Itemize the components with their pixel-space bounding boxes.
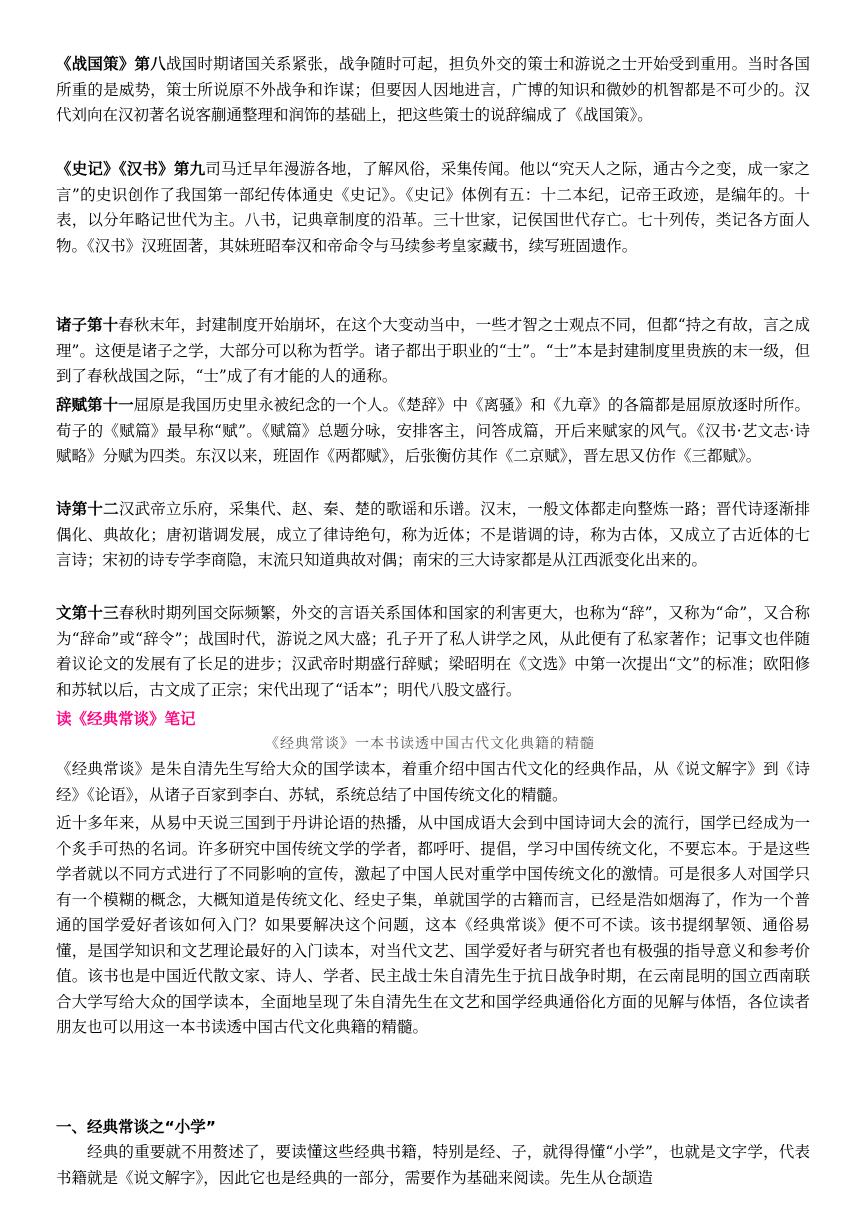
section-one-heading: 一、经典常谈之“小学”	[56, 1118, 216, 1136]
notes-title: 读《经典常谈》笔记	[56, 710, 196, 728]
section-title: 诗第十二	[56, 500, 119, 518]
section-body: 春秋末年，封建制度开始崩坏，在这个大变动当中，一些才智之士观点不同，但都“持之有故，言之成理”。这便是诸子之学，大部分可以称为哲学。诸子都出于职业的“士”。“士”本是封建制度里贵族的末一级，但到了春秋战国之际，“士”成了有才能的人的通称。	[56, 316, 810, 385]
section-shiji-hanshu	[56, 157, 810, 259]
section-title: 《战国策》第八	[56, 55, 166, 73]
section-body: 春秋时期列国交际频繁，外交的言语关系国体和国家的利害更大，也称为“辞”，又称为“命”，又合称为“辞命”或“辞令”；战国时代，游说之风大盛；孔子开了私人讲学之风，从此便有了私家著作；记事文也伴随着议论文的发展有了长足的进步；汉武帝时期盛行辞赋；梁昭明在《文选》中第一次提出“文”的标准；欧阳修和苏轼以后，古文成了正宗；宋代出现了“话本”；明代八股文盛行。	[56, 604, 810, 699]
section-body: 屈原是我国历史里永被纪念的一个人。《楚辞》中《离骚》和《九章》的各篇都是屈原放逐时所作。荀子的《赋篇》最早称“赋”。《赋篇》总题分咏，安排客主，问答成篇，开后来赋家的风气。《汉书·艺文志·诗赋略》分赋为四类。东汉以来，班固作《两都赋》，后张衡仿其作《二京赋》，晋左思又仿作《三都赋》。	[56, 396, 810, 465]
notes-paragraph: 近十多年来，从易中天说三国到于丹讲论语的热播，从中国成语大会到中国诗词大会的流行，国学已经成为一个炙手可热的名词。许多研究中国传统文学的学者，都呼吁、提倡，学习中国传统文化，不要忘本。于是这些学者就以不同方式进行了不同影响的宣传，激起了中国人民对重学中国传统文化的激情。可是很多人对国学只有一个模糊的概念，大概知道是传统文化、经史子集，单就国学的古籍而言，已经是浩如烟海了，作为一个普通的国学爱好者该如何入门？如果要解决这个问题，这本《经典常谈》便不可不读。该书提纲挈领、通俗易懂，是国学知识和文艺理论最好的入门读本，对当代文艺、国学爱好者与研究者也有极强的指导意义和参考价值。该书也是中国近代散文家、诗人、学者、民主战士朱自清先生于抗日战争时期，在云南昆明的国立西南联合大学写给大众的国学读本，全面地呈现了朱自清先生在文艺和国学经典通俗化方面的见解与体悟，各位读者朋友也可以用这一本书读透中国古代文化典籍的精髓。	[56, 814, 810, 1036]
section-one-text: 经典的重要就不用赘述了，要读懂这些经典书籍，特别是经、子，就得得懂“小学”，也就是文字学，代表书籍就是《说文解字》，因此它也是经典的一部分，需要作为基础来阅读。先生从仓颉造	[56, 1143, 810, 1187]
section-wen	[56, 601, 810, 703]
section-body: 汉武帝立乐府，采集代、赵、秦、楚的歌谣和乐谱。汉末，一般文体都走向整炼一路；晋代诗逐渐排偶化、典故化；唐初谐调发展，成立了律诗绝句，称为近体；不是谐调的诗，称为古体，又成立了古近体的七言诗；宋初的诗专学李商隐，末流只知道典故对偶；南宋的三大诗家都是从江西派变化出来的。	[56, 500, 810, 569]
section-title: 辞赋第十一	[56, 396, 134, 414]
notes-subtitle: 《经典常谈》一本书读透中国古代文化典籍的精髓	[265, 736, 595, 752]
section-shi	[56, 497, 810, 574]
notes-paragraph: 《经典常谈》是朱自清先生写给大众的国学读本，着重介绍中国古代文化的经典作品，从《说文解字》到《诗经》《论语》，从诸子百家到李白、苏轼，系统总结了中国传统文化的精髓。	[56, 760, 810, 804]
section-body: 战国时期诸国关系紧张，战争随时可起，担负外交的策士和游说之士开始受到重用。当时各国所重的是威势，策士所说原不外战争和诈谋；但要因人因地进言，广博的知识和微妙的机智都是不可少的。汉代刘向在汉初著名说客蒯通整理和润饰的基础上，把这些策士的说辞编成了《战国策》。	[56, 55, 810, 124]
section-title: 文第十三	[56, 604, 119, 622]
section-title: 《史记》《汉书》第九	[56, 160, 206, 178]
section-body: 司马迁早年漫游各地，了解风俗，采集传闻。他以“究天人之际，通古今之变，成一家之言”的史识创作了我国第一部纪传体通史《史记》。《史记》体例有五：十二本纪，记帝王政迹，是编年的。十表，以分年略记世代为主。八书，记典章制度的沿革。三十世家，记侯国世代存亡。七十列传，类记各方面人物。《汉书》汉班固著，其妹班昭奉汉和帝命令与马续参考皇家藏书，续写班固遗作。	[56, 160, 810, 255]
section-zhanguoce	[56, 52, 810, 129]
section-cifu	[56, 393, 810, 470]
section-zhuzi	[56, 313, 810, 390]
section-title: 诸子第十	[56, 316, 119, 334]
